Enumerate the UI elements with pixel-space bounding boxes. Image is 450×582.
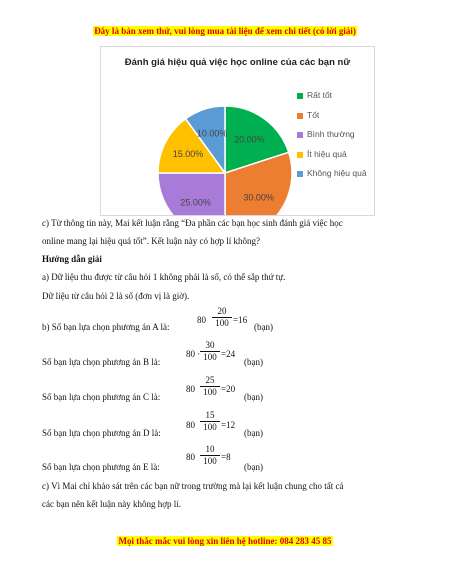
pie-data-label-3: 15.00%	[172, 149, 204, 160]
answer-c-line-1: c) Vì Mai chỉ khảo sát trên các bạn nữ trong trường mà lại kết luận chung cho tất cả	[42, 481, 344, 491]
denominator: 100	[200, 351, 220, 363]
legend-item-tot	[297, 110, 369, 130]
hotline-banner	[0, 536, 450, 546]
answer-b-label-b: Số bạn lựa chọn phương án B là:	[42, 357, 161, 367]
chart-title: Đánh giá hiệu quả việc học online của các bạn nữ	[124, 57, 351, 68]
calc-d-unit: (bạn)	[244, 428, 263, 438]
calc-e-result: =8	[221, 452, 231, 462]
pie-slice-2	[158, 173, 225, 215]
calc-d-result: =12	[221, 420, 236, 430]
legend-label: Ít hiệu quả	[307, 148, 347, 159]
calc-d-prefix: 80	[186, 420, 195, 430]
calc-e-fraction	[200, 444, 220, 467]
calc-c-result: =20	[221, 384, 236, 394]
answer-b-label-c: Số bạn lựa chọn phương án C là:	[42, 392, 161, 402]
pie-chart-container	[100, 46, 375, 216]
legend-label: Bình thường	[307, 129, 355, 139]
numerator: 20	[217, 306, 227, 316]
legend-item-rat-tot	[297, 90, 369, 110]
calc-d-fraction	[200, 410, 220, 433]
denominator: 100	[212, 317, 232, 329]
legend-swatch	[297, 93, 303, 99]
pie-data-label-4: 10.00%	[196, 128, 228, 139]
pie-data-label-1: 30.00%	[243, 192, 274, 203]
legend-swatch	[297, 152, 303, 158]
preview-banner-text: Đây là bản xem thử, vui lòng mua tài liệu để xem chi tiết (có lời giải)	[94, 26, 356, 36]
calc-c-prefix: 80	[186, 384, 195, 394]
calc-b-prefix: 80 ·	[186, 349, 201, 359]
preview-banner	[0, 26, 450, 36]
legend-item-khong-hieu-qua	[297, 168, 369, 188]
calc-a-fraction	[212, 306, 232, 329]
calc-c-unit: (bạn)	[244, 392, 263, 402]
question-c-line-2: online mang lại hiệu quả tốt”. Kết luận này có hợp lí không?	[42, 236, 260, 246]
chart-legend	[297, 90, 369, 188]
legend-swatch	[297, 132, 303, 138]
guide-title: Hướng dẫn giải	[42, 254, 102, 264]
calc-e-unit: (bạn)	[244, 462, 263, 472]
answer-a-line-2: Dữ liệu từ câu hỏi 2 là số (đơn vị là giờ).	[42, 291, 190, 301]
numerator: 10	[205, 444, 215, 454]
denominator: 100	[200, 421, 220, 433]
pie-data-label-2: 25.00%	[180, 197, 211, 208]
answer-b-label-e: Số bạn lựa chọn phương án E là:	[42, 462, 160, 472]
question-c-line-1: c) Từ thông tin này, Mai kết luận rằng “Đa phần các bạn học sinh đánh giá việc học	[42, 218, 343, 228]
legend-swatch	[297, 171, 303, 177]
calc-a-unit: (bạn)	[254, 322, 273, 332]
numerator: 25	[205, 375, 215, 385]
legend-label: Rất tốt	[307, 90, 333, 100]
legend-label: Tốt	[307, 109, 320, 120]
legend-item-it-hieu-qua	[297, 149, 369, 169]
calc-b-fraction	[200, 340, 220, 363]
calc-a-prefix: 80	[197, 315, 206, 325]
legend-swatch	[297, 113, 303, 119]
legend-label: Không hiệu quả	[307, 168, 367, 178]
answer-a-line-1: a) Dữ liệu thu được từ câu hỏi 1 không phải là số, có thể sắp thứ tự.	[42, 272, 286, 282]
answer-b-label-d: Số bạn lựa chọn phương án D là:	[42, 428, 161, 438]
calc-b-result: =24	[221, 349, 236, 359]
calc-b-unit: (bạn)	[244, 357, 263, 367]
pie-data-label-0: 20.00%	[234, 134, 265, 145]
denominator: 100	[200, 455, 220, 467]
numerator: 30	[205, 340, 215, 350]
answer-c-line-2: các bạn nên kết luận này không hợp lí.	[42, 499, 181, 509]
denominator: 100	[200, 386, 220, 398]
calc-a-result: =16	[233, 315, 248, 325]
calc-c-fraction	[200, 375, 220, 398]
hotline-banner-text: Mọi thắc mắc vui lòng xin liên hệ hotline: 084 283 45 85	[118, 536, 332, 546]
numerator: 15	[205, 410, 215, 420]
legend-item-binh-thuong	[297, 129, 369, 149]
answer-b-label-a: b) Số bạn lựa chọn phương án A là:	[42, 322, 170, 332]
calc-e-prefix: 80	[186, 452, 195, 462]
